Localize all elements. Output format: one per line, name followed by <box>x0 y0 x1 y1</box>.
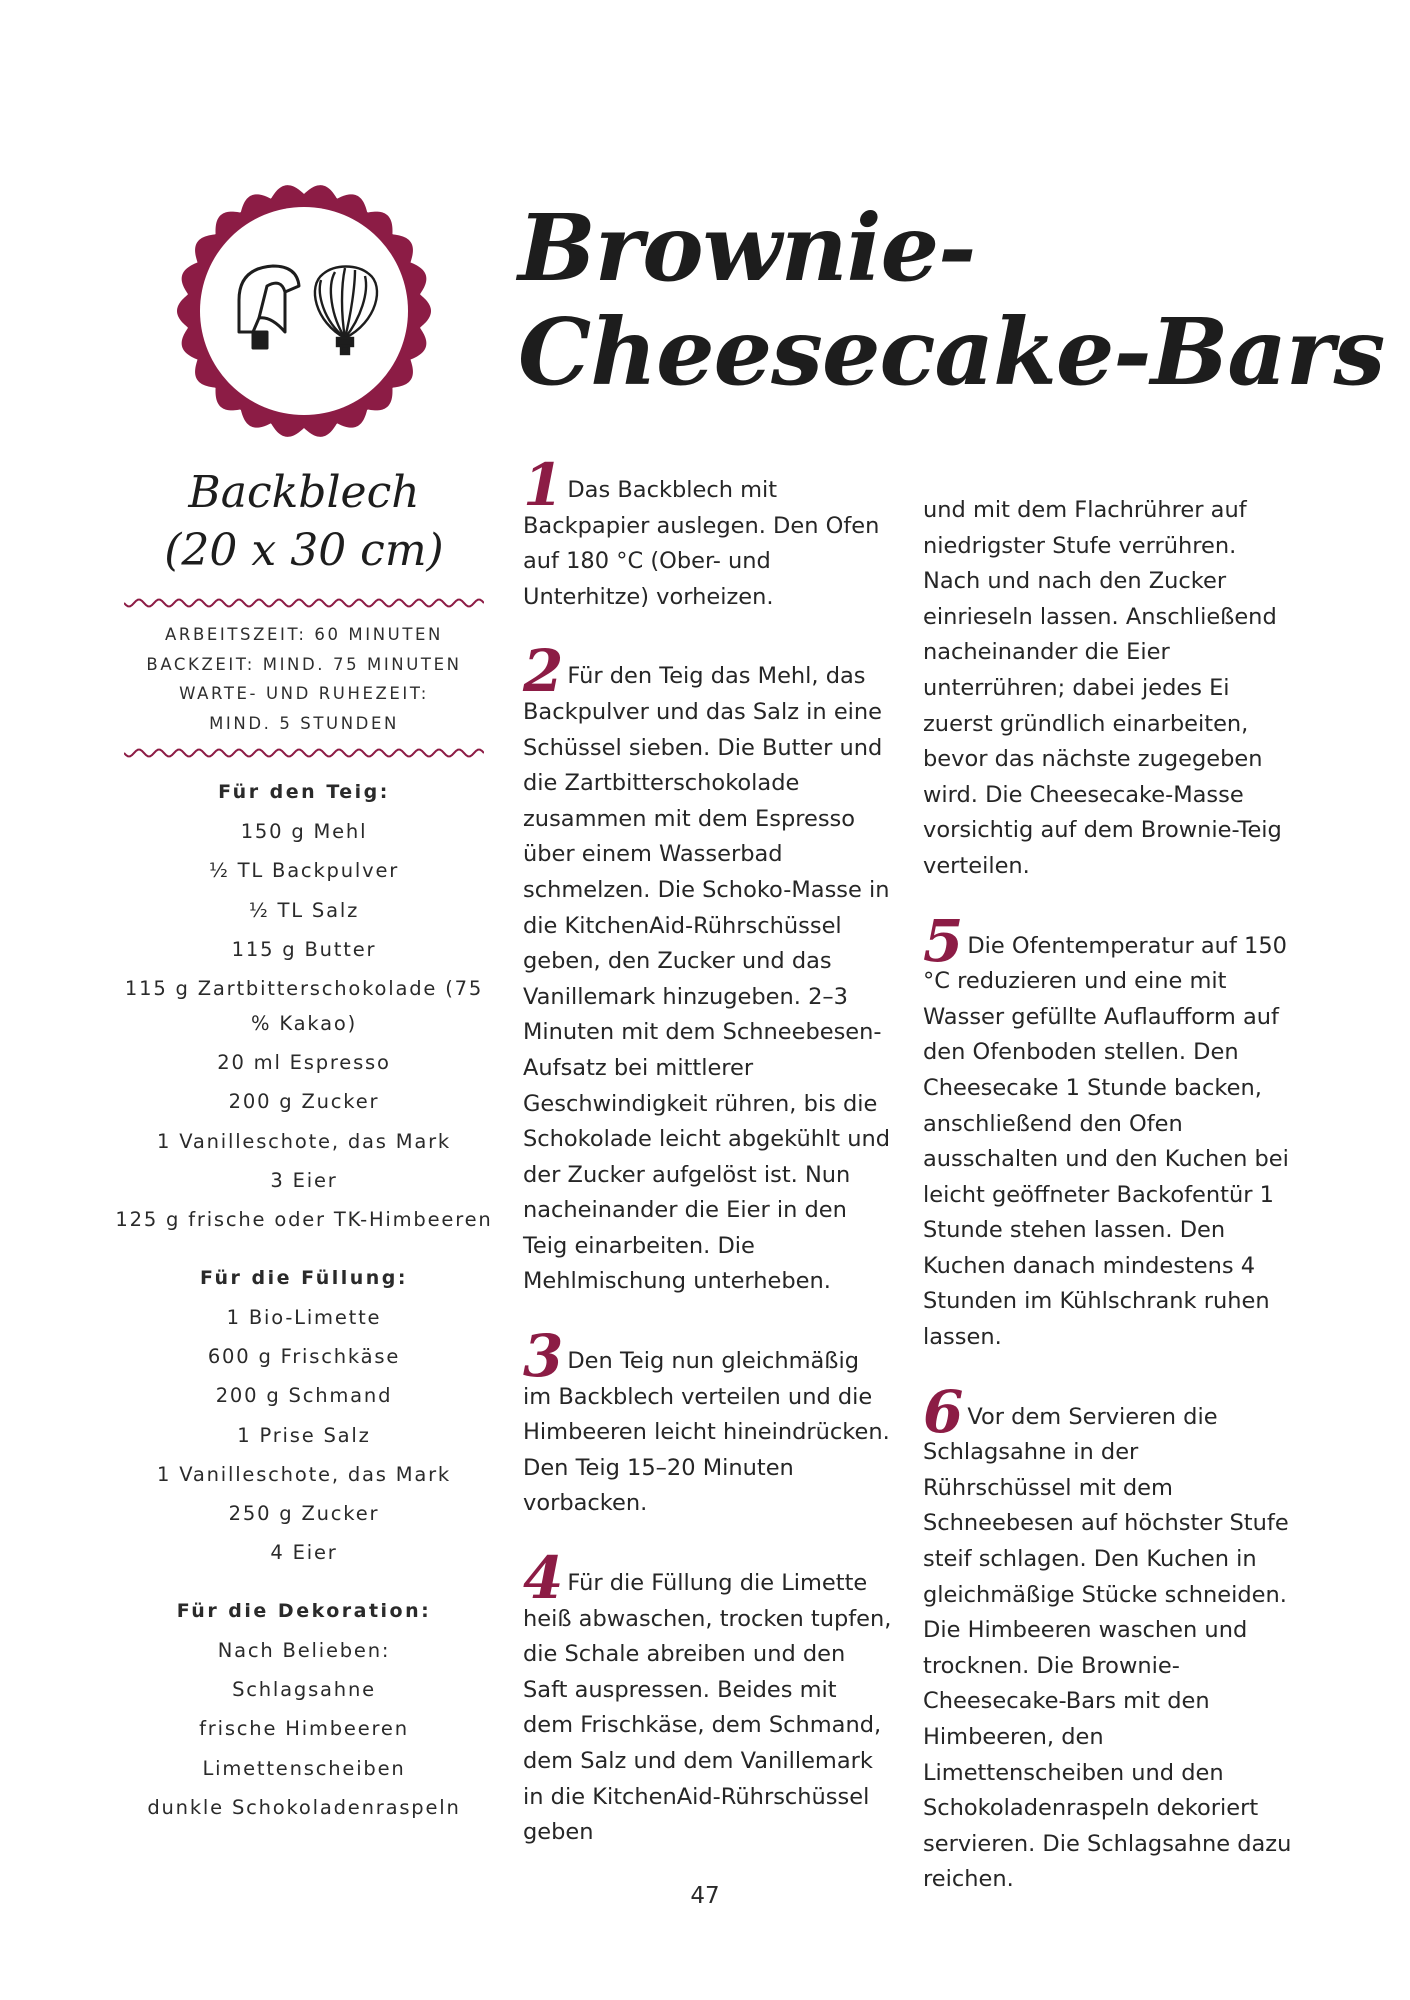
step-number: 1 <box>523 451 564 519</box>
step-text: Für die Füllung die Limette heiß abwaschen, trocken tupfen, die Schale abreiben und den Saft auspressen. Beides mit dem Frischkäse, dem Schmand, dem Salz und dem Vanillemark in die KitchenAid-Rührschüssel geben <box>523 1570 892 1846</box>
ingredient-item: 4 Eier <box>270 1541 338 1565</box>
pan-size <box>112 464 496 580</box>
time-line: WARTE- UND RUHEZEIT: <box>179 684 429 703</box>
ingredient-item: 3 Eier <box>270 1169 338 1193</box>
ingredient-item: frische Himbeeren <box>199 1717 409 1741</box>
step-text: Vor dem Servieren die Schlagsahne in der Rührschüssel mit dem Schneebesen auf höchster Stufe steif schlagen. Den Kuchen in gleichmäßige Stücke schneiden. Die Himbeeren waschen und trocknen. Die Brownie-Cheesecake-Bars mit den Himbeeren, den Limettenscheiben und den Schokoladenraspeln dekoriert servieren. Die Schlagsahne dazu reichen. <box>923 1403 1292 1893</box>
ingredients-sidebar <box>112 464 496 1827</box>
step-text: Das Backblech mit Backpapier auslegen. Den Ofen auf 180 °C (Ober- und Unterhitze) vorheizen. <box>523 477 880 610</box>
step-4-continued: und mit dem Flachrührer auf niedrigster Stufe verrühren. Nach und nach den Zucker einrieseln lassen. Anschließend nacheinander die Eier unterrühren; dabei jedes Ei zuerst gründlich einarbeiten, bevor das nächste zugegeben wird. Die Cheesecake-Masse vorsichtig auf dem Brownie-Teig verteilen. <box>923 497 1282 879</box>
step-number: 6 <box>923 1377 964 1446</box>
step-6 <box>923 1377 1293 1898</box>
step-2 <box>523 637 893 1300</box>
wavy-divider <box>124 746 484 760</box>
step-4 <box>523 1544 893 1851</box>
ingredient-item: Limettenscheiben <box>202 1756 406 1780</box>
ingredient-item: 115 g Zartbitterschokolade (75 % Kakao) <box>124 977 484 1036</box>
time-line: BACKZEIT: MIND. 75 MINUTEN <box>146 654 462 674</box>
ingredient-item: 600 g Frischkäse <box>207 1344 401 1368</box>
ingredients-list-dekoration <box>112 1631 496 1827</box>
recipe-title <box>518 194 1385 406</box>
wavy-divider <box>124 596 484 610</box>
ingredient-item: 150 g Mehl <box>240 820 368 843</box>
ingredient-item: ½ TL Salz <box>248 898 360 922</box>
instructions-column-1 <box>523 451 893 1851</box>
ingredients-heading-teig: Für den Teig: <box>218 781 390 803</box>
ingredient-item: 1 Vanilleschote, das Mark <box>157 1129 451 1153</box>
step-number: 2 <box>523 637 564 706</box>
time-line: ARBEITSZEIT: 60 MINUTEN <box>165 625 443 644</box>
step-3 <box>523 1322 893 1522</box>
ingredients-heading-fuellung: Für die Füllung: <box>200 1266 408 1289</box>
pan-line-2: (20 x 30 cm) <box>164 525 444 576</box>
ingredients-heading-dekoration: Für die Dekoration: <box>176 1599 432 1622</box>
ingredient-item: ½ TL Backpulver <box>208 859 400 883</box>
pan-line-1: Backblech <box>188 467 420 518</box>
ingredient-item: 1 Vanilleschote, das Mark <box>157 1462 451 1486</box>
ingredient-item: Schlagsahne <box>232 1678 376 1702</box>
title-line-1: Brownie- <box>518 194 976 302</box>
ingredient-item: 115 g Butter <box>231 937 377 961</box>
ingredients-list-fuellung <box>112 1298 496 1573</box>
attachment-badge <box>175 182 433 440</box>
step-number: 3 <box>523 1322 564 1391</box>
ingredient-item: 1 Bio-Limette <box>226 1305 382 1329</box>
ingredient-item: dunkle Schokoladenraspeln <box>147 1795 461 1819</box>
step-number: 5 <box>923 906 964 975</box>
ingredient-item: 200 g Zucker <box>228 1090 380 1114</box>
ingredient-item: 250 g Zucker <box>228 1502 380 1526</box>
step-text: Die Ofentemperatur auf 150 °C reduzieren und eine mit Wasser gefüllte Auflaufform auf den Ofenboden stellen. Den Cheesecake 1 Stunde backen, anschließend den Ofen ausschalten und den Kuchen bei leicht geöffneter Backofentür 1 Stunde stehen lassen. Den Kuchen danach mindestens 4 Stunden im Kühlschrank ruhen lassen. <box>923 932 1289 1351</box>
step-text: Für den Teig das Mehl, das Backpulver und das Salz in eine Schüssel sieben. Die Butter und die Zartbitterschokolade zusammen mit dem Espresso über einem Wasserbad schmelzen. Die Schoko-Masse in die KitchenAid-Rührschüssel geben, den Zucker und das Vanillemark hinzugeben. 2–3 Minuten mit dem Schneebesen-Aufsatz bei mittlerer Geschwindigkeit rühren, bis die Schokolade leicht abgekühlt und der Zucker aufgelöst ist. Nun nacheinander die Eier in den Teig einarbeiten. Die Mehlmischung unterheben. <box>523 663 891 1295</box>
page-number: 47 <box>690 1883 720 1909</box>
ingredients-list-teig <box>112 812 496 1240</box>
title-line-2: Cheesecake-Bars <box>518 298 1385 406</box>
ingredient-item: Nach Belieben: <box>217 1638 391 1662</box>
ingredient-item: 20 ml Espresso <box>217 1051 391 1075</box>
ingredient-item: 1 Prise Salz <box>237 1423 371 1447</box>
step-text: Den Teig nun gleichmäßig im Backblech verteilen und die Himbeeren leicht hineindrücken. Den Teig 15–20 Minuten vorbacken. <box>523 1348 890 1517</box>
step-1 <box>523 451 893 615</box>
ingredient-item: 200 g Schmand <box>215 1384 393 1408</box>
time-info <box>112 610 496 746</box>
instructions-column-2 <box>923 493 1293 1898</box>
badge-inner-circle <box>200 207 408 415</box>
ingredient-item: 125 g frische oder TK-Himbeeren <box>115 1208 493 1232</box>
time-line: MIND. 5 STUNDEN <box>209 713 399 733</box>
step-number: 4 <box>523 1544 564 1613</box>
step-5 <box>923 906 1293 1356</box>
